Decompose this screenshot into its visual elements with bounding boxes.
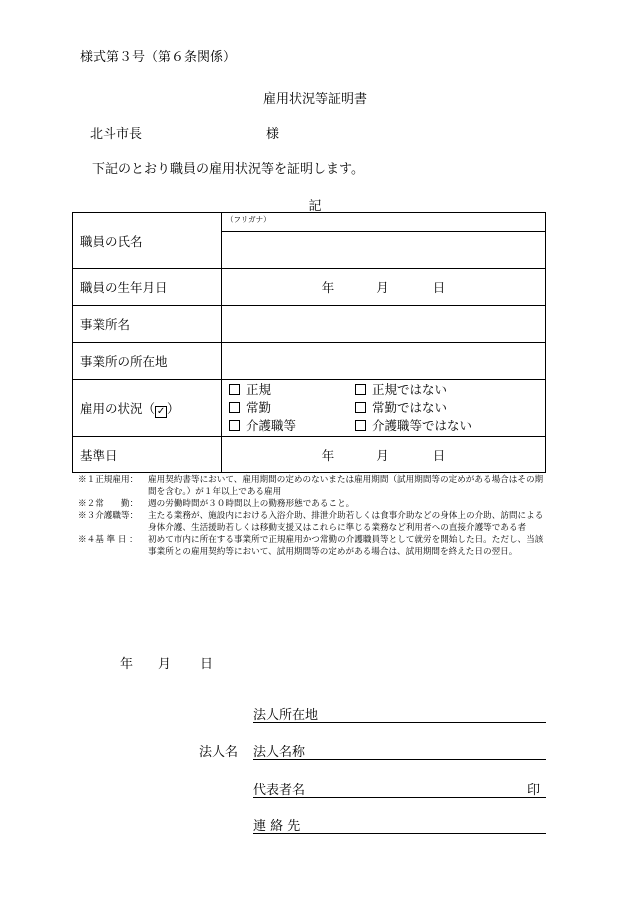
checkbox-icon[interactable] xyxy=(355,420,366,431)
furigana-label: （フリガナ） xyxy=(226,215,271,224)
honorific: 様 xyxy=(266,127,280,142)
note-key: ※２常 勤： xyxy=(78,499,139,509)
option-regular[interactable]: 正規 xyxy=(229,381,355,399)
corp-address-label: 法人所在地 xyxy=(253,708,319,723)
representative-label: 代表者名 xyxy=(253,783,306,798)
document-title: 雇用状況等証明書 xyxy=(262,92,367,107)
office-label: 事業所名 xyxy=(73,306,222,343)
birth-year: 年 xyxy=(321,280,335,295)
corp-address-field[interactable] xyxy=(253,704,546,723)
note-key: ※３介護職等： xyxy=(78,511,139,521)
checkbox-icon[interactable] xyxy=(229,384,240,395)
office-field[interactable] xyxy=(222,306,546,343)
form-number: 様式第３号（第６条関係） xyxy=(80,50,237,65)
birth-field[interactable] xyxy=(222,269,546,306)
note-text: 初めて市内に所在する事業所で正規雇用かつ常勤の介護職員等として就労を開始した日。ただし、当該事業所との雇用契約等において、試用期間等の定めがある場合は、試用期間を終えた日の翌日。 xyxy=(148,535,544,557)
contact-field[interactable] xyxy=(253,815,546,834)
corp-label: 法人名 xyxy=(199,745,239,760)
address-field[interactable] xyxy=(222,343,546,380)
checkbox-icon[interactable] xyxy=(229,420,240,431)
status-field xyxy=(222,380,546,437)
option-care[interactable]: 介護職等 xyxy=(229,417,355,435)
row-office xyxy=(73,306,546,343)
certificate-table xyxy=(72,212,546,473)
address-label: 事業所の所在地 xyxy=(73,343,222,380)
checkbox-icon[interactable] xyxy=(355,384,366,395)
note-key: ※１正規雇用： xyxy=(78,475,139,485)
issue-year: 年 xyxy=(120,657,134,672)
representative-field[interactable] xyxy=(253,779,546,798)
base-date-field[interactable] xyxy=(222,437,546,473)
birth-day: 日 xyxy=(432,280,446,295)
contact-label: 連 絡 先 xyxy=(253,819,301,834)
note-text: 雇用契約書等において、雇用期間の定めのないまたは雇用期間（試用期間等の定めがある場合はその期間を含む。）が１年以上である雇用 xyxy=(148,475,544,497)
row-birth xyxy=(73,269,546,306)
note-item xyxy=(78,498,550,510)
birth-month: 月 xyxy=(376,280,389,295)
birth-label: 職員の生年月日 xyxy=(73,269,222,306)
name-label: 職員の氏名 xyxy=(73,213,222,269)
row-address xyxy=(73,343,546,380)
option-not-care[interactable]: 介護職等ではない xyxy=(355,417,545,435)
issue-month: 月 xyxy=(158,657,172,672)
base-date-label: 基準日 xyxy=(73,437,222,473)
row-status xyxy=(73,380,546,437)
note-text: 主たる業務が、施設内における入浴介助、排泄介助若しくは食事介助などの身体上の介助、訪問による身体介護、生活援助若しくは移動支援又はこれらに準じる業務など利用者への直接介護等である者 xyxy=(148,511,544,533)
addressee: 北斗市長 xyxy=(90,127,143,142)
note-text: 週の労働時間が３０時間以上の勤務形態であること。 xyxy=(148,499,355,509)
checkbox-icon[interactable] xyxy=(229,402,240,413)
note-item xyxy=(78,534,550,558)
issue-day: 日 xyxy=(200,657,214,672)
option-not-regular[interactable]: 正規ではない xyxy=(355,381,545,399)
corp-name-label: 法人名称 xyxy=(253,745,306,760)
option-not-fulltime[interactable]: 常勤ではない xyxy=(355,399,545,417)
note-key: ※４基 準 日 ： xyxy=(78,535,138,545)
seal-label: 印 xyxy=(526,783,540,798)
ki-heading: 記 xyxy=(308,199,322,214)
base-day: 日 xyxy=(432,447,446,463)
name-field[interactable] xyxy=(222,213,546,269)
row-base-date xyxy=(73,437,546,473)
check-icon: ✓ xyxy=(156,405,166,417)
row-name xyxy=(73,213,546,269)
intro-text: 下記のとおり職員の雇用状況等を証明します。 xyxy=(92,162,364,177)
checkbox-icon[interactable] xyxy=(355,402,366,413)
note-item xyxy=(78,474,550,498)
status-label: 雇用の状況（ ✓ ） xyxy=(73,380,222,437)
base-month: 月 xyxy=(376,447,389,463)
option-fulltime[interactable]: 常勤 xyxy=(229,399,355,417)
notes xyxy=(78,474,550,558)
base-year: 年 xyxy=(321,447,335,463)
note-item xyxy=(78,510,550,534)
corp-name-field[interactable] xyxy=(253,741,546,760)
